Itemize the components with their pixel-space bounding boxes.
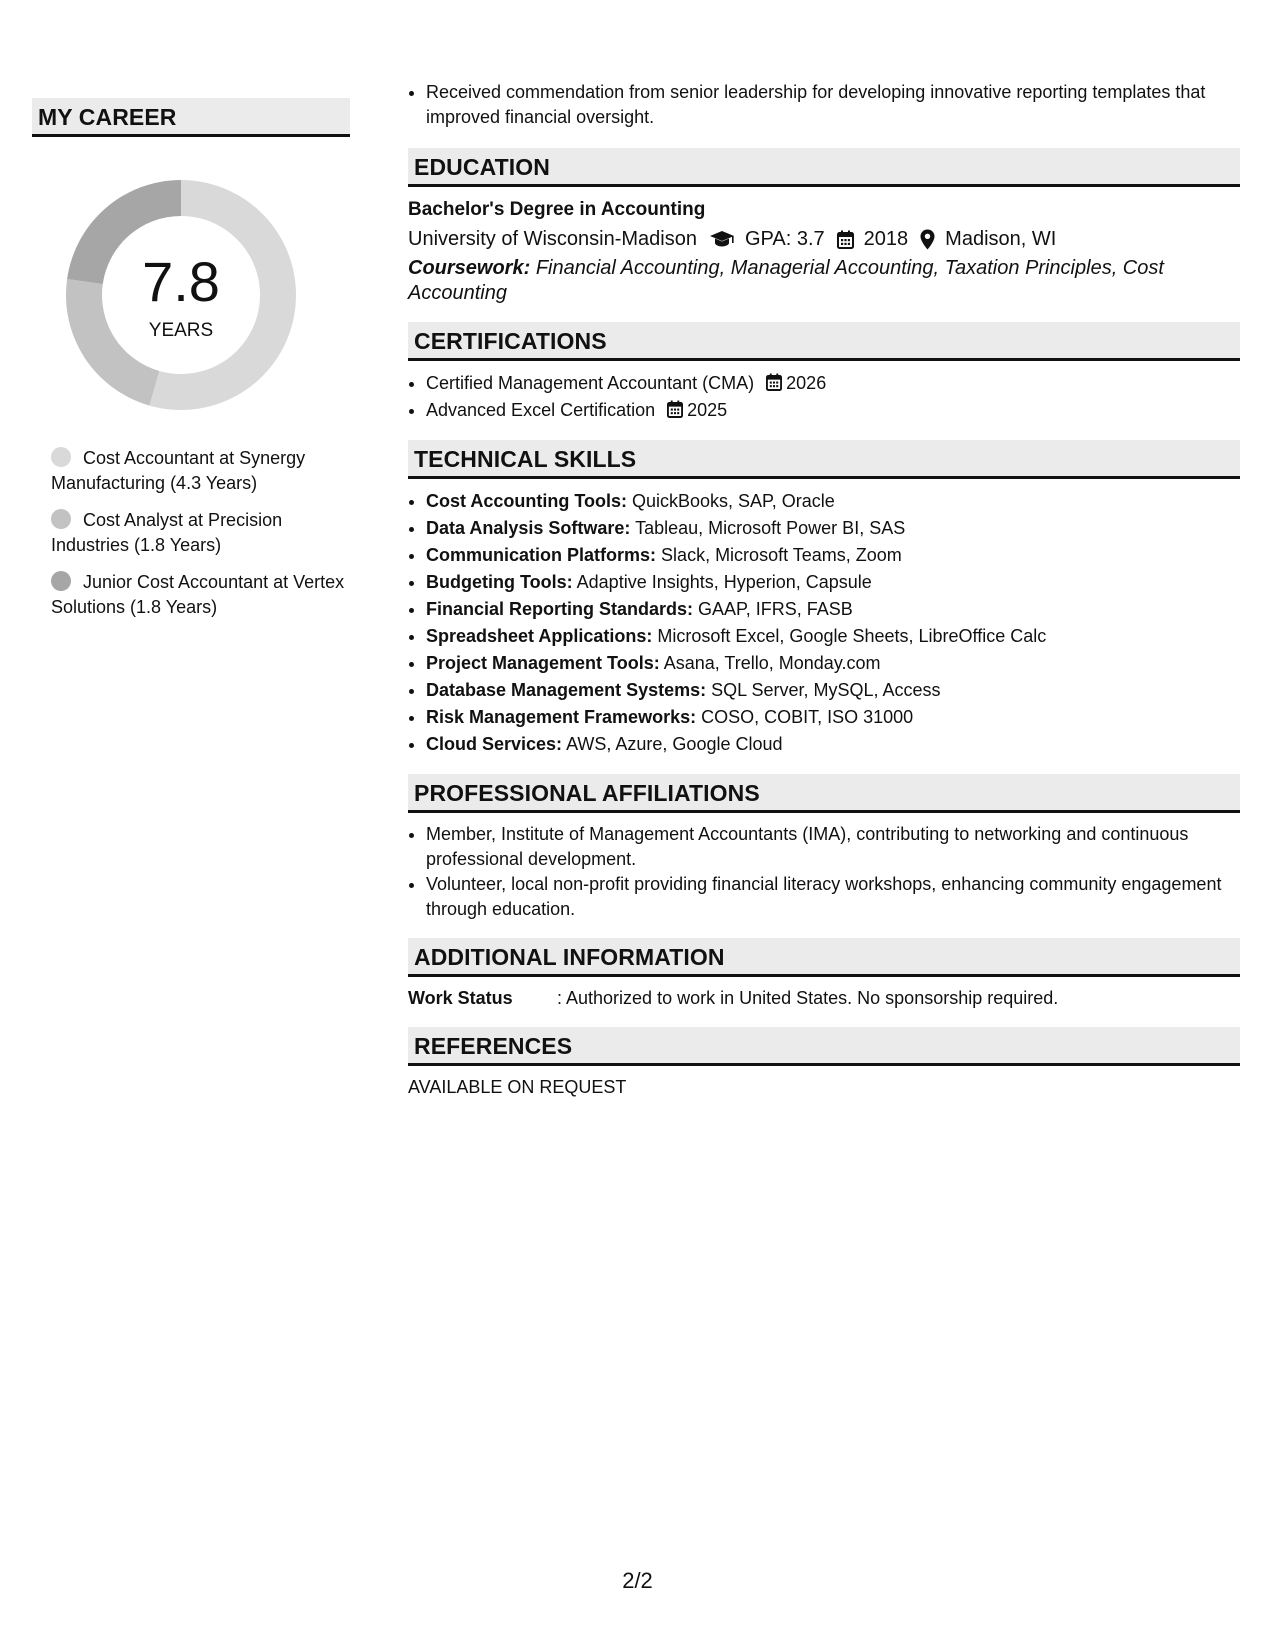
graduation-cap-icon xyxy=(709,230,735,248)
skill-value: Tableau, Microsoft Power BI, SAS xyxy=(635,518,906,538)
skill-item xyxy=(426,704,1240,731)
work-status-value: : Authorized to work in United States. No sponsorship required. xyxy=(557,988,1059,1008)
skill-label: Communication Platforms: xyxy=(426,545,657,565)
degree-title: Bachelor's Degree in Accounting xyxy=(408,199,706,220)
skill-item xyxy=(426,677,1240,704)
gpa-value: GPA: 3.7 xyxy=(744,228,825,250)
graduation-year: 2018 xyxy=(863,228,909,250)
skill-label: Cloud Services: xyxy=(426,734,563,754)
certification-name: Advanced Excel Certification xyxy=(426,400,656,420)
skill-label: Budgeting Tools: xyxy=(426,572,573,592)
affiliation-item: • Member, Institute of Management Accountants (IMA), contributing to networking and continuous professional development. xyxy=(426,822,1240,872)
skill-item xyxy=(426,569,1240,596)
coursework-text: Financial Accounting, Managerial Accounting, Taxation Principles, Cost Accounting xyxy=(408,257,1164,304)
education-meta xyxy=(408,224,1240,254)
certifications-section xyxy=(408,322,1240,424)
career-legend-label: Junior Cost Accountant at Vertex Solutions (1.8 Years) xyxy=(51,572,345,617)
career-legend xyxy=(32,446,350,620)
education-section xyxy=(408,148,1240,306)
skill-value: Microsoft Excel, Google Sheets, LibreOffice Calc xyxy=(657,626,1047,646)
references-text: AVAILABLE ON REQUEST xyxy=(408,1077,627,1097)
education-title: EDUCATION xyxy=(408,148,1240,187)
work-status-label: Work Status xyxy=(408,988,513,1008)
skill-value: AWS, Azure, Google Cloud xyxy=(566,734,783,754)
legend-dot xyxy=(51,447,71,467)
certification-year: 2025 xyxy=(687,400,728,420)
experience-continued-list xyxy=(408,80,1240,130)
skill-value: Adaptive Insights, Hyperion, Capsule xyxy=(576,572,872,592)
skill-value: SQL Server, MySQL, Access xyxy=(711,680,941,700)
certifications-title: CERTIFICATIONS xyxy=(408,322,1240,361)
additional-info-title: ADDITIONAL INFORMATION xyxy=(408,938,1240,977)
list-item: • Received commendation from senior leadership for developing innovative reporting templates that improved financial oversight. xyxy=(426,80,1240,130)
career-legend-item xyxy=(51,446,350,496)
career-sidebar xyxy=(32,98,350,632)
skill-value: GAAP, IFRS, FASB xyxy=(698,599,853,619)
skills-section xyxy=(408,440,1240,758)
calendar-icon xyxy=(837,230,854,249)
legend-dot xyxy=(51,509,71,529)
map-pin-icon xyxy=(920,229,935,250)
skills-title: TECHNICAL SKILLS xyxy=(408,440,1240,479)
skill-label: Database Management Systems: xyxy=(426,680,707,700)
references-title: REFERENCES xyxy=(408,1027,1240,1066)
career-legend-label: Cost Accountant at Synergy Manufacturing (4.3 Years) xyxy=(51,448,306,493)
certification-item xyxy=(426,370,1240,397)
career-donut-chart xyxy=(66,180,296,410)
certification-year: 2026 xyxy=(786,373,827,393)
skill-item xyxy=(426,515,1240,542)
legend-dot xyxy=(51,571,71,591)
total-years-unit: YEARS xyxy=(148,320,214,341)
school-name: University of Wisconsin-Madison xyxy=(408,228,697,250)
references-section xyxy=(408,1027,1240,1100)
skill-item xyxy=(426,650,1240,677)
career-legend-item xyxy=(51,570,350,620)
skill-label: Project Management Tools: xyxy=(426,653,660,673)
career-section-title: MY CAREER xyxy=(32,98,350,137)
calendar-icon xyxy=(766,373,782,391)
total-years-value: 7.8 xyxy=(142,250,220,313)
calendar-icon xyxy=(667,400,683,418)
skill-label: Spreadsheet Applications: xyxy=(426,626,653,646)
page-number: 2/2 xyxy=(622,1568,653,1593)
main-content xyxy=(408,80,1240,1116)
certification-item xyxy=(426,397,1240,424)
skill-item xyxy=(426,623,1240,650)
school-location: Madison, WI xyxy=(945,228,1057,250)
affiliation-item: • Volunteer, local non-profit providing financial literacy workshops, enhancing community engagement through education. xyxy=(426,872,1240,922)
skill-value: Slack, Microsoft Teams, Zoom xyxy=(661,545,902,565)
skill-label: Cost Accounting Tools: xyxy=(426,491,627,511)
skill-item xyxy=(426,542,1240,569)
career-legend-label: Cost Analyst at Precision Industries (1.8 Years) xyxy=(51,510,283,555)
skill-label: Risk Management Frameworks: xyxy=(426,707,697,727)
skill-label: Financial Reporting Standards: xyxy=(426,599,694,619)
work-status-row xyxy=(408,986,1240,1011)
skill-value: COSO, COBIT, ISO 31000 xyxy=(701,707,914,727)
coursework-label: Coursework: xyxy=(408,257,531,279)
skill-value: QuickBooks, SAP, Oracle xyxy=(632,491,835,511)
skill-item xyxy=(426,731,1240,758)
affiliations-list xyxy=(408,822,1240,922)
skill-label: Data Analysis Software: xyxy=(426,518,631,538)
affiliations-title: PROFESSIONAL AFFILIATIONS xyxy=(408,774,1240,813)
affiliations-section xyxy=(408,774,1240,922)
additional-info-section xyxy=(408,938,1240,1011)
certification-name: Certified Management Accountant (CMA) xyxy=(426,373,755,393)
coursework xyxy=(408,256,1240,306)
skill-item xyxy=(426,488,1240,515)
certifications-list xyxy=(408,370,1240,424)
skills-list xyxy=(408,488,1240,758)
career-legend-item xyxy=(51,508,350,558)
skill-value: Asana, Trello, Monday.com xyxy=(663,653,881,673)
skill-item xyxy=(426,596,1240,623)
